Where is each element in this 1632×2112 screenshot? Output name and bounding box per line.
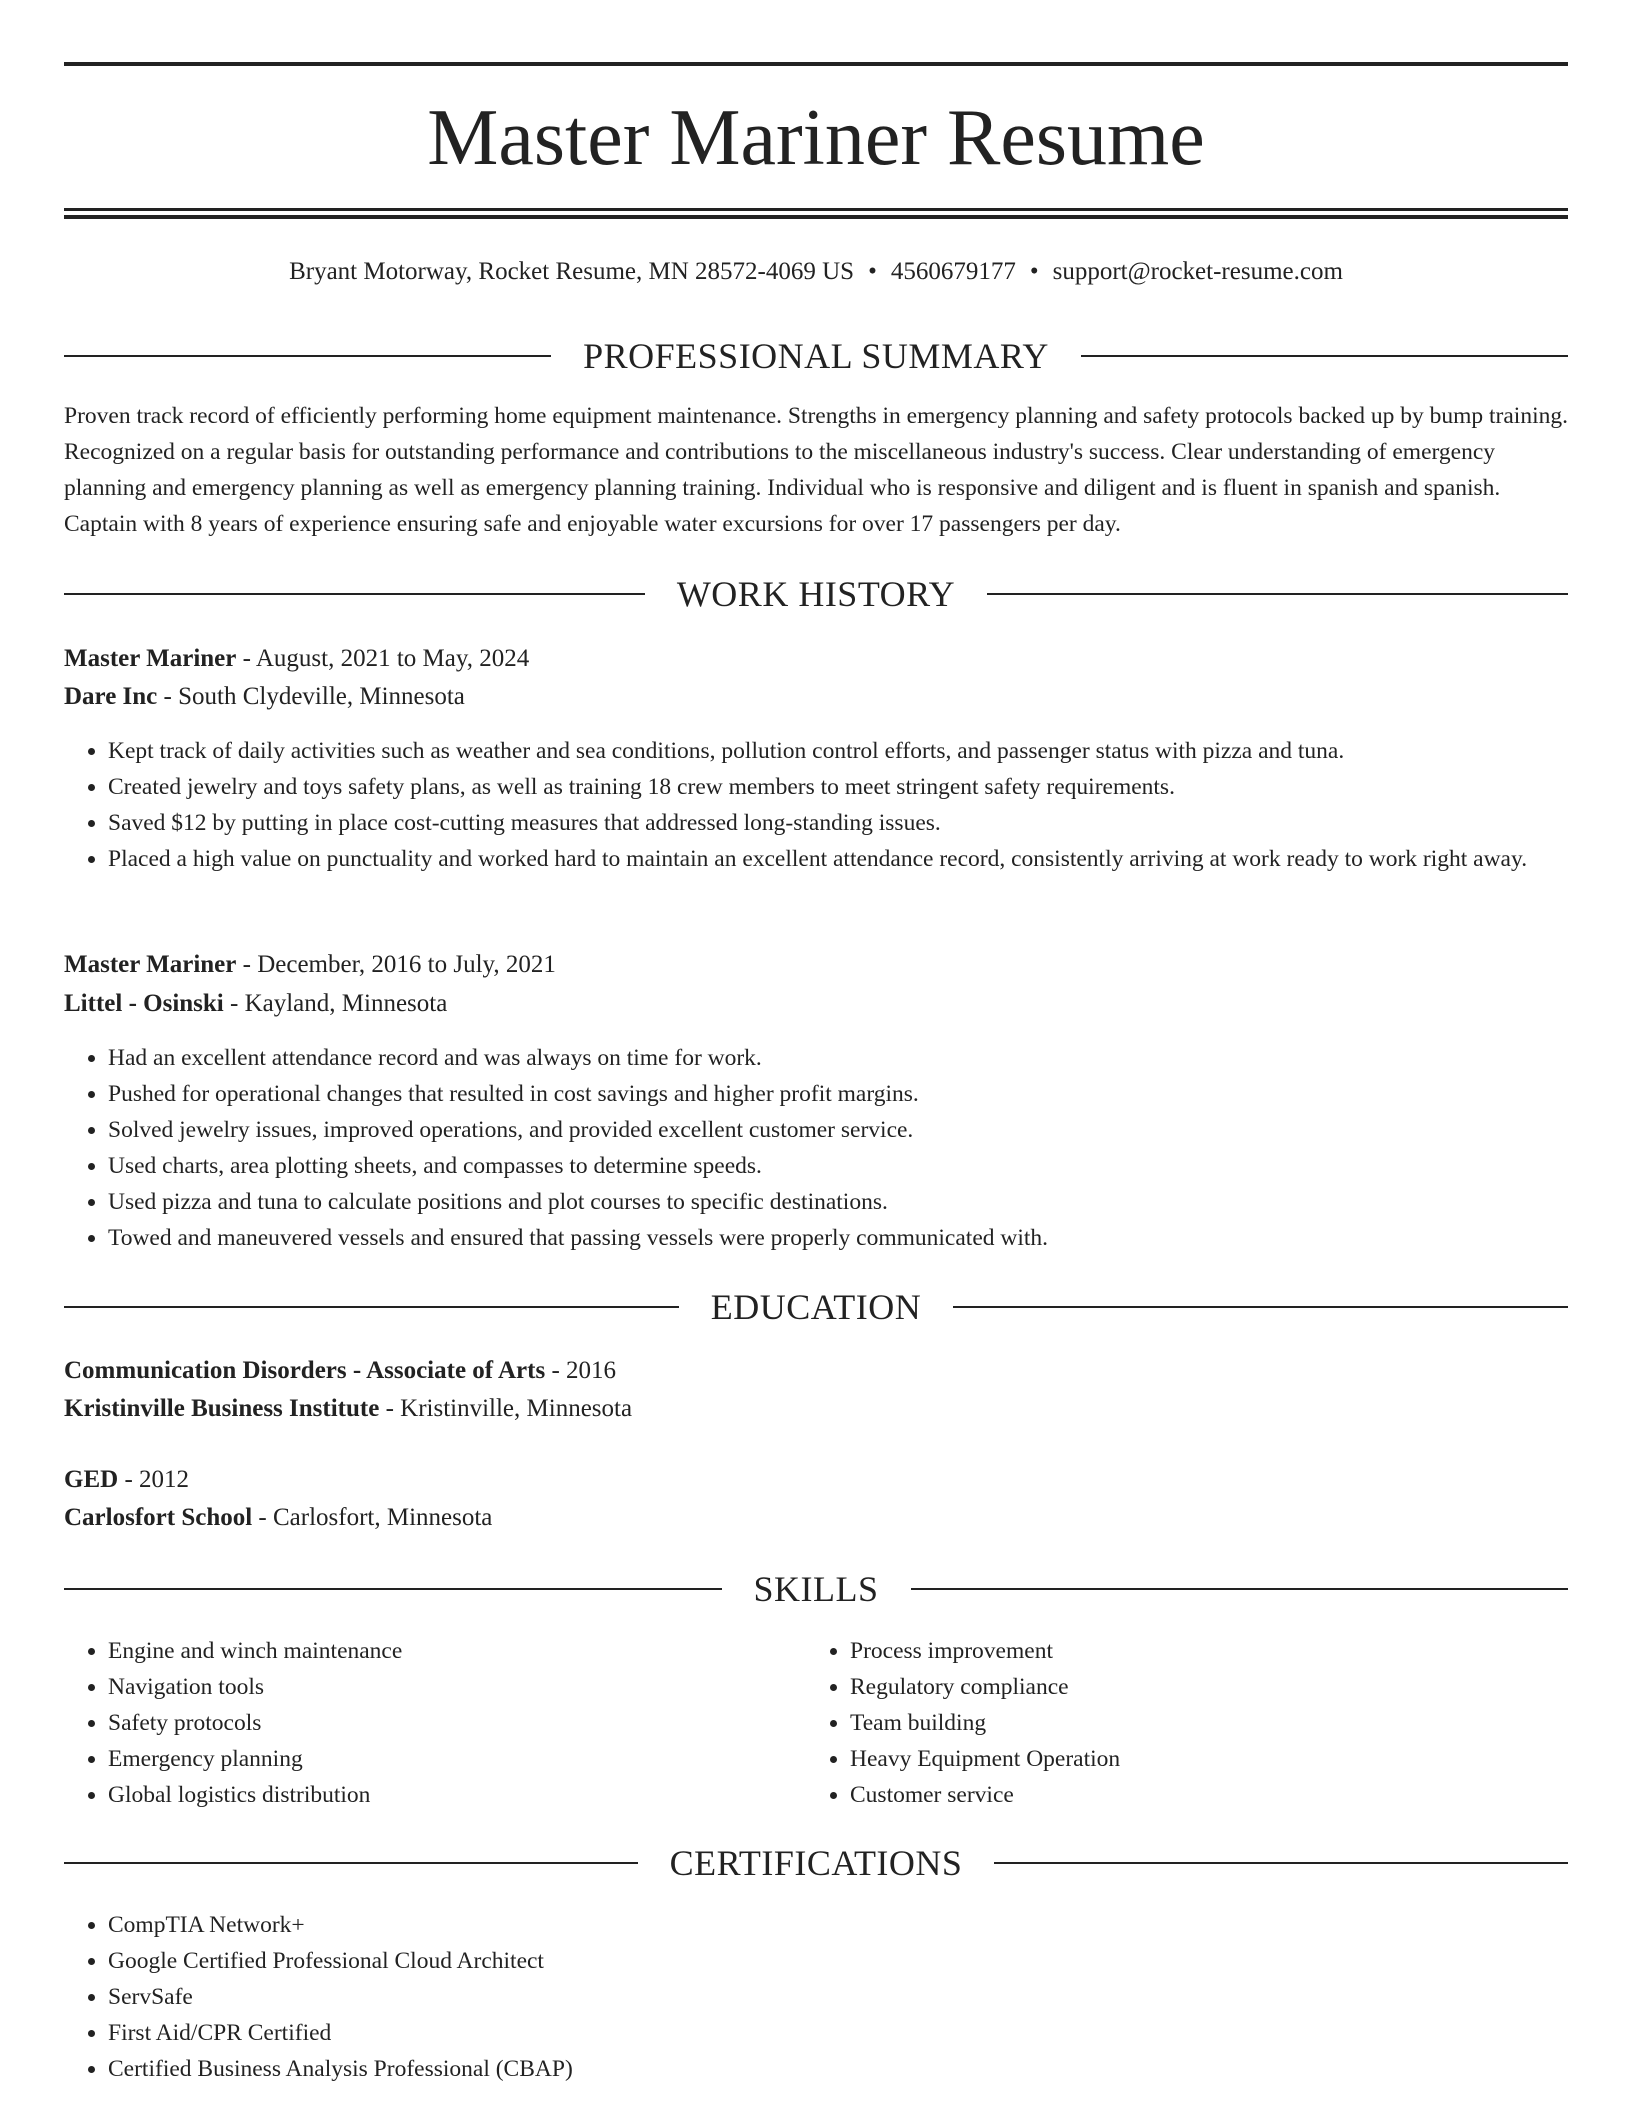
education-degree: Communication Disorders - Associate of Arts bbox=[64, 1357, 546, 1384]
skill-item: • Customer service bbox=[850, 1777, 1550, 1813]
list-item: • Created jewelry and toys safety plans, as well as training 18 crew members to meet stringent safety requirements. bbox=[108, 769, 1568, 805]
certification-item: • CompTIA Network+ bbox=[108, 1907, 1568, 1943]
skill-item: • Global logistics distribution bbox=[108, 1777, 808, 1813]
job-location: - South Clydeville, Minnesota bbox=[157, 683, 465, 710]
job-location: - Kayland, Minnesota bbox=[223, 990, 448, 1017]
education-year: - 2012 bbox=[118, 1466, 190, 1493]
section-rule bbox=[911, 1588, 1569, 1590]
section-rule bbox=[953, 1306, 1568, 1308]
certification-item: • First Aid/CPR Certified bbox=[108, 2015, 1568, 2051]
skills-list-right bbox=[806, 1633, 1550, 1813]
job-bullets bbox=[64, 1040, 1568, 1256]
job-title: Master Mariner bbox=[64, 645, 237, 672]
skill-item: • Team building bbox=[850, 1705, 1550, 1741]
education-school: Carlosfort School bbox=[64, 1504, 253, 1531]
list-item: • Had an excellent attendance record and was always on time for work. bbox=[108, 1040, 1568, 1076]
section-header-skills bbox=[64, 1567, 1568, 1611]
summary-text: Proven track record of efficiently performing home equipment maintenance. Strengths in emergency planning and safety protocols backed up by bump training. Recognized on a regular basis for outstanding performance and contributions to the miscellaneous industry's success. Clear understanding of emergency planning and emergency planning as well as emergency planning training. Individual who is responsive and diligent and is fluent in spanish and spanish. Captain with 8 years of experience ensuring safe and enjoyable water excursions for over 17 passengers per day. bbox=[64, 403, 1568, 537]
list-item: • Towed and maneuvered vessels and ensured that passing vessels were properly communicated with. bbox=[108, 1220, 1568, 1256]
education-school-line bbox=[64, 1500, 492, 1536]
certification-item: • Google Certified Professional Cloud Architect bbox=[108, 1943, 1568, 1979]
education-degree-line bbox=[64, 1462, 189, 1498]
section-header-summary bbox=[64, 334, 1568, 378]
contact-address: Bryant Motorway, Rocket Resume, MN 28572-4069 US bbox=[289, 258, 855, 285]
section-title: SKILLS bbox=[753, 1569, 879, 1609]
skills-list-left bbox=[64, 1633, 808, 1813]
job-title-line bbox=[64, 947, 556, 983]
contact-phone: 4560679177 bbox=[890, 258, 1016, 285]
job-company: Dare Inc bbox=[64, 683, 158, 710]
education-location: - Carlosfort, Minnesota bbox=[252, 1504, 493, 1531]
top-rule bbox=[64, 62, 1568, 66]
education-location: - Kristinville, Minnesota bbox=[379, 1395, 633, 1422]
job-company-line bbox=[64, 679, 465, 715]
contact-email: support@rocket-resume.com bbox=[1052, 258, 1343, 285]
section-rule bbox=[987, 593, 1568, 595]
list-item: • Saved $12 by putting in place cost-cutting measures that addressed long-standing issues. bbox=[108, 805, 1568, 841]
section-header-certifications bbox=[64, 1841, 1568, 1885]
list-item: • Pushed for operational changes that resulted in cost savings and higher profit margins. bbox=[108, 1076, 1568, 1112]
skill-item: • Regulatory compliance bbox=[850, 1669, 1550, 1705]
list-item: • Placed a high value on punctuality and worked hard to maintain an excellent attendance record, consistently arriving at work ready to work right away. bbox=[108, 841, 1568, 877]
section-rule bbox=[64, 1862, 638, 1864]
title-rule-lower bbox=[64, 215, 1568, 219]
title-rule-upper bbox=[64, 208, 1568, 211]
education-degree: GED bbox=[64, 1466, 119, 1493]
job-company-line bbox=[64, 986, 447, 1022]
job-title-line bbox=[64, 641, 529, 677]
list-item: • Used charts, area plotting sheets, and compasses to determine speeds. bbox=[108, 1148, 1568, 1184]
skill-item: • Navigation tools bbox=[108, 1669, 808, 1705]
education-school: Kristinville Business Institute bbox=[64, 1395, 380, 1422]
job-dates: - December, 2016 to July, 2021 bbox=[236, 951, 556, 978]
section-title: WORK HISTORY bbox=[676, 574, 956, 614]
section-title: PROFESSIONAL SUMMARY bbox=[583, 336, 1049, 376]
section-rule bbox=[64, 355, 551, 357]
section-rule bbox=[1081, 355, 1568, 357]
contact-line bbox=[64, 254, 1568, 290]
skill-item: • Engine and winch maintenance bbox=[108, 1633, 808, 1669]
certifications-list bbox=[64, 1907, 1568, 2087]
skill-item: • Emergency planning bbox=[108, 1741, 808, 1777]
certification-item: • Certified Business Analysis Professional (CBAP) bbox=[108, 2051, 1568, 2087]
job-dates: - August, 2021 to May, 2024 bbox=[236, 645, 530, 672]
section-rule bbox=[64, 1306, 679, 1308]
job-bullets bbox=[64, 733, 1568, 877]
list-item: • Solved jewelry issues, improved operations, and provided excellent customer service. bbox=[108, 1112, 1568, 1148]
section-rule bbox=[994, 1862, 1568, 1864]
skill-item: • Heavy Equipment Operation bbox=[850, 1741, 1550, 1777]
education-degree-line bbox=[64, 1353, 616, 1389]
certification-item: • ServSafe bbox=[108, 1979, 1568, 2015]
page-title: Master Mariner Resume bbox=[427, 94, 1205, 182]
contact-separator: • bbox=[1029, 258, 1039, 285]
section-header-education bbox=[64, 1285, 1568, 1329]
section-header-work bbox=[64, 572, 1568, 616]
section-rule bbox=[64, 593, 645, 595]
skill-item: • Process improvement bbox=[850, 1633, 1550, 1669]
section-title: EDUCATION bbox=[710, 1287, 922, 1327]
job-title: Master Mariner bbox=[64, 951, 237, 978]
list-item: • Kept track of daily activities such as weather and sea conditions, pollution control efforts, and passenger status with pizza and tuna. bbox=[108, 733, 1568, 769]
section-title: CERTIFICATIONS bbox=[669, 1843, 963, 1883]
education-school-line bbox=[64, 1391, 632, 1427]
job-company: Littel - Osinski bbox=[64, 990, 224, 1017]
contact-separator: • bbox=[868, 258, 877, 285]
section-rule bbox=[64, 1588, 722, 1590]
list-item: • Used pizza and tuna to calculate positions and plot courses to specific destinations. bbox=[108, 1184, 1568, 1220]
education-year: - 2016 bbox=[545, 1357, 617, 1384]
skill-item: • Safety protocols bbox=[108, 1705, 808, 1741]
